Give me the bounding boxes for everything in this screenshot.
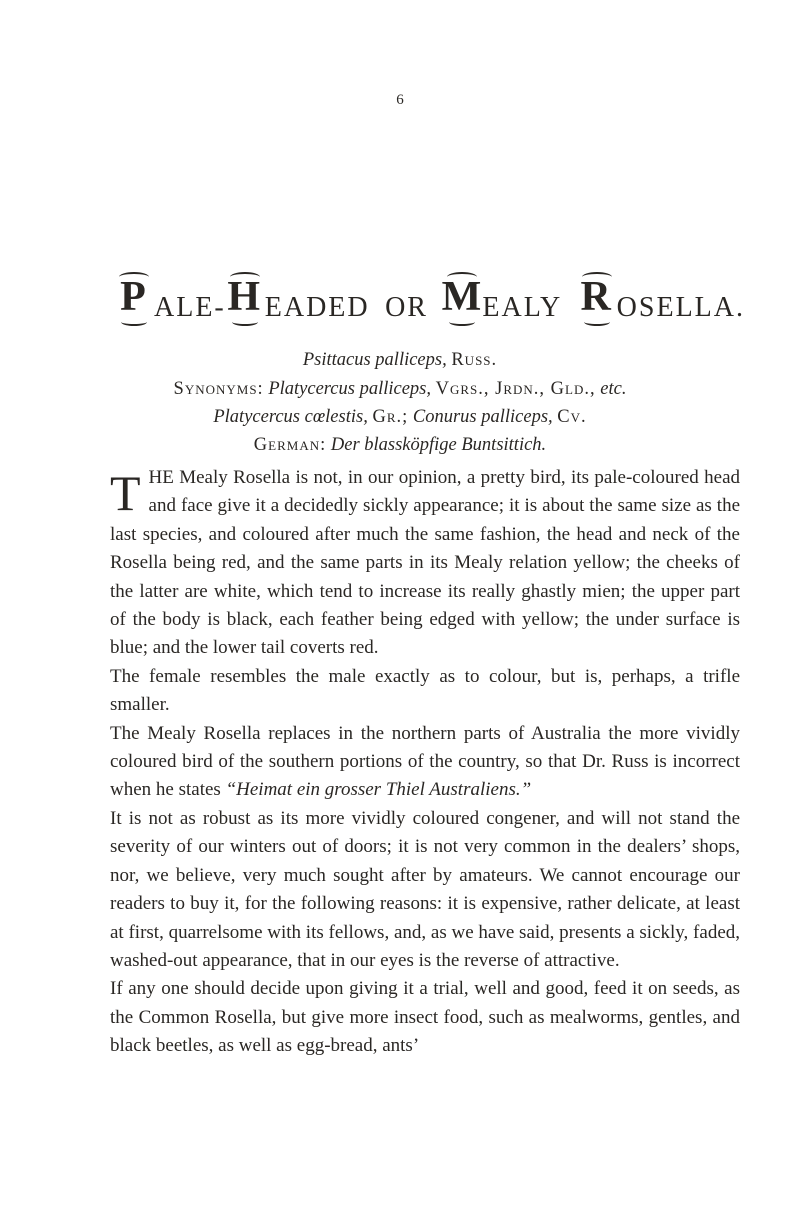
- ornamental-initial-m: M: [441, 274, 484, 320]
- title-word-rosella: R OSELLA.: [578, 272, 745, 322]
- german-name-line: German: Der blassköpfige Buntsittich.: [253, 435, 547, 455]
- synonyms-line: Synonyms: Platycercus palliceps, Vgrs., Jrdn., Gld., etc.: [173, 379, 627, 399]
- ornamental-initial-h: H: [227, 274, 263, 320]
- title-word-mealy: M EALY: [441, 274, 563, 323]
- ornamental-initial-p: P: [115, 272, 153, 322]
- paragraph-1: THE Mealy Rosella is not, in our opinion, a pretty bird, its pale-coloured head and face give it a decidedly sickly appearance; it is about the same size as the last species, and coloured after much the same fashion, the head and neck of the Rosella being red, and the same parts in its Mealy relation yellow; the cheeks of the latter are white, which tend to increase its really ghastly mien; the upper part of the body is black, each feather being edged with yellow; the under surface is blue; and the lower tail coverts red.: [110, 465, 740, 659]
- scientific-name-line: Psittacus palliceps, Russ.: [302, 350, 498, 370]
- ornamental-initial-r: R: [578, 272, 616, 322]
- paragraph-2: The female resembles the male exactly as to colour, but is, perhaps, a trifle smaller.: [110, 665, 740, 716]
- synonyms-line-2: Platycercus cœlestis, Gr.; Conurus palliceps, Cv.: [213, 407, 587, 427]
- page-number: 6: [396, 92, 404, 108]
- page-title: [115, 272, 745, 322]
- title-or: OR: [385, 292, 428, 323]
- drop-cap: T: [110, 465, 141, 521]
- paragraph-4: It is not as robust as its more vividly coloured congener, and will not stand the severity of our winters out of doors; it is not very common in the dealers’ shops, nor, we believe, very much sought after by amateurs. We cannot encourage our readers to buy it, for the following reasons: it is expensive, rather delicate, at least at first, quarrelsome with its fellows, and, as we have said, presents a sickly, faded, washed-out appearance, that in our eyes is the reverse of attractive.: [110, 807, 740, 971]
- title-word-pale: P ALE- H EADED: [115, 272, 370, 322]
- article-body: [110, 464, 740, 1061]
- paragraph-3: The Mealy Rosella replaces in the northern parts of Australia the more vividly coloured bird of the southern portions of the country, so that Dr. Russ is incorrect when he states “Heimat ein grosser Thiel Australiens.”: [110, 722, 740, 801]
- paragraph-5: If any one should decide upon giving it a trial, well and good, feed it on seeds, as the Common Rosella, but give more insect food, such as mealworms, gentles, and black beetles, as well as egg-bread, ants’: [110, 978, 740, 1057]
